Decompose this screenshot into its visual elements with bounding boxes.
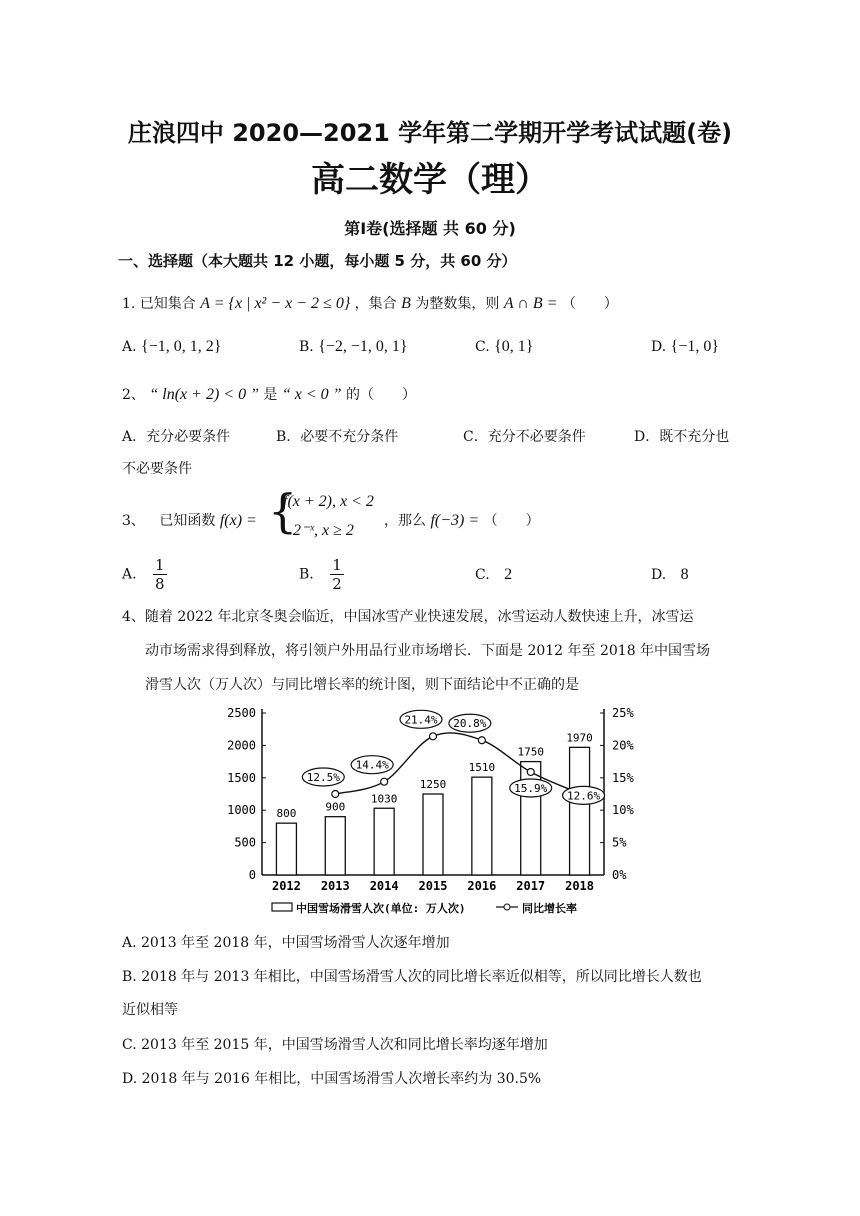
set-b-symbol: B (401, 295, 411, 312)
option-value: 2 (504, 566, 513, 583)
x-tick-label: 2012 (271, 879, 301, 893)
option-label: B. (299, 566, 314, 583)
option-value: {0, 1} (494, 338, 534, 355)
option-a[interactable] (122, 338, 221, 356)
bar-value-label: 1750 (517, 745, 544, 759)
condition-2: “ x < 0 ” (281, 386, 342, 403)
option-a[interactable] (122, 556, 167, 593)
option-c[interactable] (463, 426, 586, 446)
x-tick-label: 2015 (418, 879, 448, 893)
option-value: 充分必要条件 (146, 429, 231, 445)
option-value: {−1, 0, 1, 2} (141, 338, 222, 355)
question-4-line-3: 滑雪人次（万人次）与同比增长率的统计图，则下面结论中不正确的是 (145, 677, 579, 693)
fraction-numerator: 1 (155, 556, 165, 574)
piecewise-case-2: 2⁻ˣ, x ≥ 2 (293, 522, 354, 539)
x-tick-label: 2018 (565, 879, 595, 893)
question-text: 已知集合 (139, 296, 196, 312)
question-text: 的（ ） (346, 387, 417, 403)
option-b[interactable] (276, 426, 398, 446)
option-label: A. (122, 339, 137, 355)
fraction-denominator: 8 (155, 575, 165, 593)
option-value: 8 (680, 566, 689, 583)
option-value: 2018 年与 2016 年相比，中国雪场滑雪人次增长率约为 30.5% (141, 1071, 542, 1087)
legend-bar-label: 中国雪场滑雪人次(单位: 万人次) (296, 902, 466, 915)
question-2 (122, 384, 416, 404)
section-heading: 一、选择题（本大题共 12 小题，每小题 5 分，共 60 分） (118, 252, 517, 270)
option-a[interactable] (122, 426, 230, 446)
y-tick-label-left: 2000 (227, 738, 256, 753)
option-fraction (330, 556, 344, 593)
option-d[interactable] (122, 1068, 541, 1088)
option-label: B. (299, 339, 314, 355)
option-value: 2013 年至 2018 年，中国雪场滑雪人次逐年增加 (141, 935, 450, 951)
growth-rate-point (430, 733, 437, 740)
option-c[interactable] (475, 566, 512, 584)
option-label: B． (276, 429, 301, 445)
bar (325, 817, 345, 875)
option-label: C. (475, 567, 490, 583)
question-text: 是 (263, 387, 278, 403)
legend-line-label: 同比增长率 (522, 902, 577, 915)
question-4-line-1 (122, 606, 693, 626)
question-text: 为整数集，则 (415, 296, 500, 312)
bar-value-label: 1970 (566, 731, 593, 745)
legend-line-marker (504, 904, 510, 910)
option-b[interactable] (299, 556, 344, 593)
option-b[interactable] (299, 338, 408, 356)
option-label: D. (651, 567, 667, 583)
y-tick-label-left: 0 (248, 868, 256, 882)
bar-value-label: 1250 (419, 778, 447, 791)
y-tick-label-right: 10% (612, 803, 634, 818)
page-title: 高二数学（理） (311, 160, 549, 200)
option-label: D． (634, 429, 660, 445)
option-label: A． (122, 429, 147, 445)
option-b[interactable] (122, 966, 702, 986)
bar-value-label: 900 (325, 800, 346, 814)
y-tick-label-left: 1500 (227, 770, 256, 785)
ask-expression: f(−3) = (430, 512, 480, 529)
bar-value-label: 800 (276, 807, 297, 821)
question-number: 1. (122, 296, 136, 312)
question-text: ，那么 (384, 513, 426, 529)
combo-chart (200, 698, 680, 920)
rate-value-label: 14.4% (355, 758, 389, 772)
bar-value-label: 1030 (370, 792, 398, 806)
rate-value-label: 21.4% (404, 713, 438, 727)
fraction-denominator: 2 (332, 575, 342, 593)
exam-title: 庄浪四中 2020—2021 学年第二学期开学考试试题(卷) (127, 119, 733, 147)
option-label: C． (463, 429, 488, 445)
bar (472, 777, 492, 875)
option-c[interactable] (122, 1034, 548, 1054)
intersection-expression: A ∩ B = (503, 295, 558, 312)
y-tick-label-left: 1000 (227, 803, 256, 818)
option-a[interactable] (122, 932, 450, 952)
question-3-intro (122, 510, 257, 530)
legend-bar-swatch (272, 903, 292, 911)
growth-rate-point (527, 768, 534, 775)
growth-rate-point (332, 791, 339, 798)
piecewise-brace: { (268, 484, 298, 538)
bar (276, 823, 296, 875)
option-value: 2013 年至 2015 年，中国雪场滑雪人次和同比增长率均逐年增加 (141, 1037, 548, 1053)
y-tick-label-right: 0% (612, 868, 627, 882)
rate-value-label: 20.8% (453, 717, 487, 731)
growth-rate-point (478, 737, 485, 744)
option-d[interactable] (634, 426, 729, 446)
question-3-tail (384, 510, 540, 530)
option-label: A. (122, 935, 137, 951)
option-label: C. (122, 1037, 137, 1053)
x-tick-label: 2017 (516, 879, 546, 893)
option-value: 必要不充分条件 (300, 429, 399, 445)
y-tick-label-right: 25% (612, 706, 634, 720)
rate-value-label: 15.9% (514, 781, 548, 795)
option-label: B. (122, 969, 137, 985)
bar (570, 747, 590, 875)
bar-value-label: 1510 (468, 761, 496, 775)
option-value: {−1, 0} (670, 338, 720, 355)
option-value: 既不充分也 (659, 429, 730, 445)
question-number: 3、 (122, 513, 145, 529)
function-name: f(x) = (219, 512, 257, 529)
y-tick-label-left: 2500 (227, 706, 256, 720)
growth-rate-point (381, 778, 388, 785)
piecewise-case-1: f(x + 2), x < 2 (283, 493, 374, 510)
x-tick-label: 2016 (467, 879, 497, 893)
question-text: 随着 2022 年北京冬奥会临近，中国冰雪产业快速发展，冰雪运动人数快速上升，冰雪运 (144, 609, 694, 625)
option-value: 2018 年与 2013 年相比，中国雪场滑雪人次的同比增长率近似相等，所以同比增长人数也 (141, 969, 702, 985)
option-d[interactable] (651, 338, 719, 356)
option-value: {−2, −1, 0, 1} (318, 338, 408, 355)
y-tick-label-right: 5% (612, 835, 627, 850)
rate-value-label: 12.5% (306, 771, 340, 784)
bar (374, 808, 394, 875)
x-tick-label: 2013 (320, 879, 350, 893)
y-tick-label-right: 20% (612, 738, 634, 753)
y-tick-label-right: 15% (612, 770, 634, 785)
option-label: D. (651, 339, 667, 355)
option-d-continued: 不必要条件 (122, 461, 192, 477)
part-heading: 第Ⅰ卷(选择题 共 60 分) (344, 219, 516, 238)
question-text: ，集合 (354, 296, 397, 312)
condition-1: “ ln(x + 2) < 0 ” (149, 386, 259, 403)
question-number: 2、 (122, 387, 145, 403)
x-tick-label: 2014 (369, 879, 399, 893)
fraction-numerator: 1 (332, 556, 342, 574)
option-value: 充分不必要条件 (487, 429, 586, 445)
option-c[interactable] (475, 338, 533, 356)
y-tick-label-left: 500 (234, 835, 256, 850)
rate-value-label: 12.6% (567, 789, 601, 803)
option-label: D. (122, 1071, 138, 1087)
bar (423, 794, 443, 875)
answer-paren: （ ） (561, 296, 618, 312)
question-4-line-2: 动市场需求得到释放，将引领户外用品行业市场增长．下面是 2012 年至 2018 年中国雪场 (145, 643, 711, 659)
option-label: C. (475, 339, 490, 355)
set-a-expression: A = {x | x² − x − 2 ≤ 0} (200, 295, 351, 312)
question-text: 已知函数 (159, 513, 216, 529)
question-number: 4、 (122, 609, 145, 625)
option-b-continued: 近似相等 (122, 1002, 178, 1018)
option-fraction (153, 556, 167, 593)
question-1 (122, 293, 618, 313)
option-d[interactable] (651, 566, 689, 584)
answer-paren: （ ） (483, 513, 540, 529)
option-label: A. (122, 566, 137, 583)
